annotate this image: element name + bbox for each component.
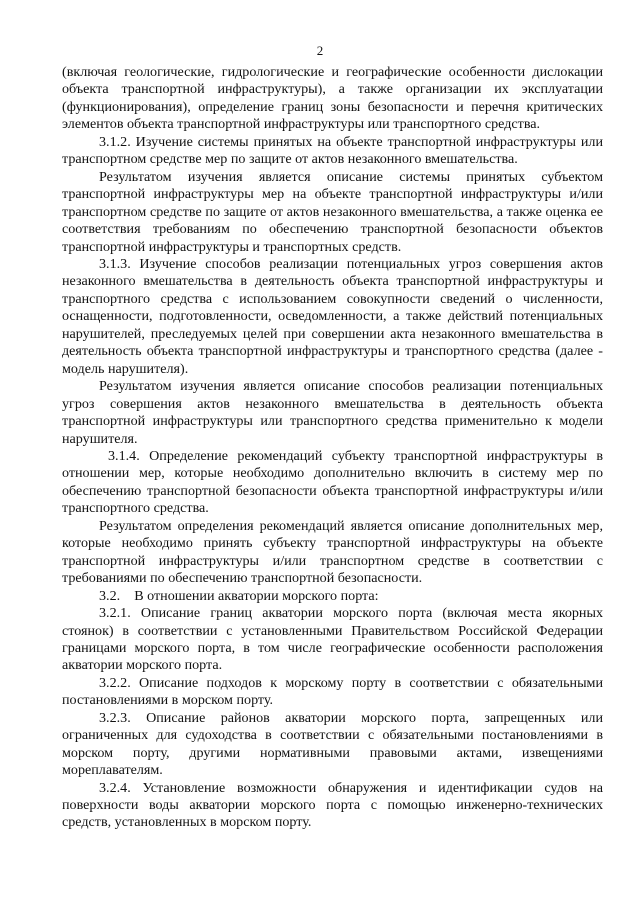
paragraph-3-2-4: 3.2.4. Установление возможности обнаружения и идентификации судов на поверхности воды акватории морского порта с помощью инженерно-технических средств, установленных в морском порту. xyxy=(62,779,603,831)
paragraph-result-3-1-4: Результатом определения рекомендаций является описание дополнительных мер, которые необходимо принять субъекту транспортной инфраструктуры на объекте транспортной инфраструктуры и/или транспортном средстве в соответствии с требованиями по обеспечению транспортной безопасности. xyxy=(62,517,603,587)
paragraph-3-2: 3.2. В отношении акватории морского порта: xyxy=(99,587,379,604)
paragraph-3-1-4: 3.1.4. Определение рекомендаций субъекту транспортной инфраструктуры в отношении мер, которые необходимо дополнительно включить в систему мер по обеспечению транспортной безопасности объекта транспортной инфраструктуры и/или транспортного средства. xyxy=(62,447,603,517)
paragraph-result-3-1-2: Результатом изучения является описание системы принятых субъектом транспортной инфраструктуры мер на объекте транспортной инфраструктуры и/или транспортном средстве по защите от актов незаконного вмешательства, а также оценка ее соответствия требованиям по обеспечению транспортной безопасности объектов транспортной инфраструктуры и транспортных средств. xyxy=(62,168,603,255)
paragraph-3-2-1: 3.2.1. Описание границ акватории морского порта (включая места якорных стоянок) в соответствии с установленными Правительством Российской Федерации границами морского порта, в том числе географические особенности расположения акватории морского порта. xyxy=(62,605,603,674)
paragraph-continuation: (включая геологические, гидрологические и географические особенности дислокации объекта транспортной инфраструктуры), а также организации их эксплуатации (функционирования), определение границ зоны безопасности и перечня критических элементов объекта транспортной инфраструктуры или транспортного средства. xyxy=(62,64,603,133)
page-number: 2 xyxy=(316,43,324,58)
paragraph-3-2-3: 3.2.3. Описание районов акватории морского порта, запрещенных или ограниченных для судоходства в соответствии с обязательными постановлениями в морском порту, другими нормативными правовыми актами, извещениями мореплавателям. xyxy=(62,709,603,779)
paragraph-3-1-2: 3.1.2. Изучение системы принятых на объекте транспортной инфраструктуры или транспортном средстве мер по защите от актов незаконного вмешательства. xyxy=(62,133,603,168)
paragraph-3-1-3: 3.1.3. Изучение способов реализации потенциальных угроз совершения актов незаконного вмешательства в деятельность объекта транспортной инфраструктуры и транспортного средства с использованием совокупности сведений о численности, оснащенности, подготовленности, осведомленности, а также действий потенциальных нарушителей, преследуемых целей при совершении акта незаконного вмешательства в деятельность объекта транспортной инфраструктуры и транспортного средства (далее - модель нарушителя). xyxy=(62,255,603,377)
paragraph-result-3-1-3: Результатом изучения является описание способов реализации потенциальных угроз совершения актов незаконного вмешательства в деятельность объекта транспортной инфраструктуры или транспортного средства применительно к модели нарушителя. xyxy=(62,378,603,447)
paragraph-3-2-2: 3.2.2. Описание подходов к морскому порту в соответствии с обязательными постановлениями в морском порту. xyxy=(62,674,603,709)
document-body xyxy=(62,64,603,832)
